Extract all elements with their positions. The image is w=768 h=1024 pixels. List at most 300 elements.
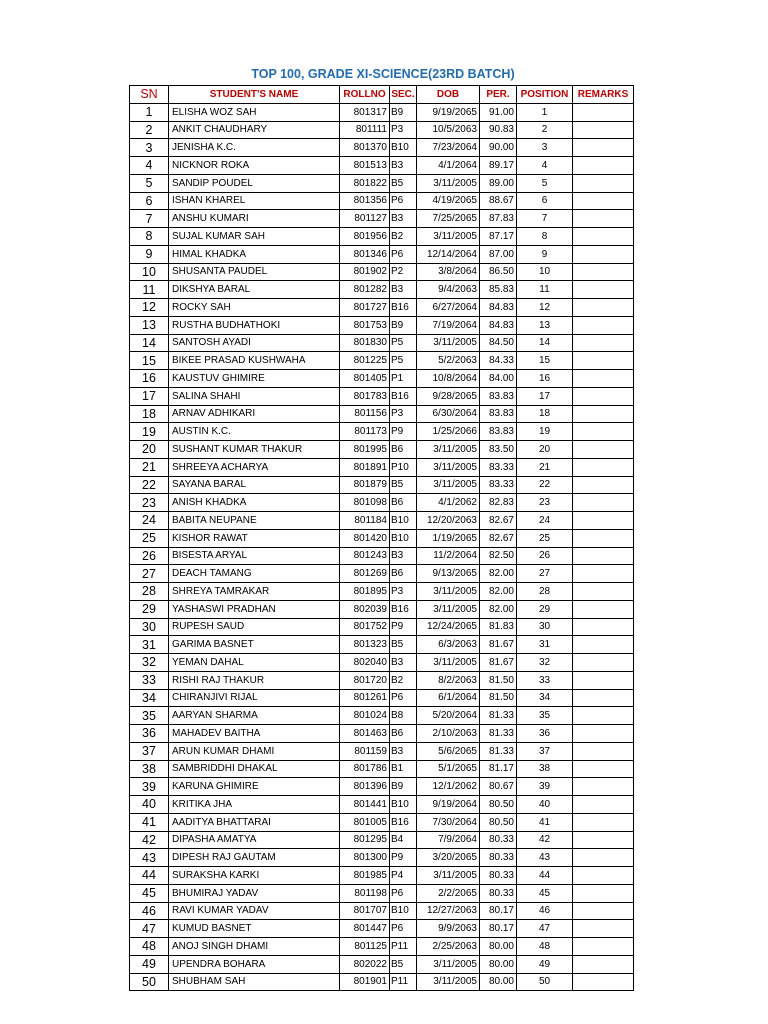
cell-sn: 24 <box>130 512 169 530</box>
cell-student-name: ANISH KHADKA <box>169 494 340 512</box>
cell-section: B6 <box>390 494 417 512</box>
cell-student-name: JENISHA K.C. <box>169 139 340 157</box>
cell-position: 44 <box>517 867 573 885</box>
cell-position: 43 <box>517 849 573 867</box>
cell-section: B5 <box>390 636 417 654</box>
cell-section: B10 <box>390 139 417 157</box>
cell-remarks <box>573 263 634 281</box>
cell-remarks <box>573 441 634 459</box>
cell-roll-no: 801098 <box>340 494 390 512</box>
cell-percentage: 82.67 <box>480 529 517 547</box>
table-row <box>130 742 634 760</box>
cell-position: 2 <box>517 121 573 139</box>
cell-sn: 43 <box>130 849 169 867</box>
cell-remarks <box>573 423 634 441</box>
cell-percentage: 89.00 <box>480 174 517 192</box>
cell-section: B3 <box>390 742 417 760</box>
cell-sn: 49 <box>130 955 169 973</box>
cell-remarks <box>573 796 634 814</box>
cell-roll-no: 801282 <box>340 281 390 299</box>
cell-dob: 3/11/2005 <box>417 973 480 991</box>
table-row <box>130 494 634 512</box>
cell-dob: 3/8/2064 <box>417 263 480 281</box>
cell-student-name: ANSHU KUMARI <box>169 210 340 228</box>
cell-sn: 2 <box>130 121 169 139</box>
cell-position: 19 <box>517 423 573 441</box>
cell-dob: 10/5/2063 <box>417 121 480 139</box>
cell-section: P3 <box>390 583 417 601</box>
cell-percentage: 82.67 <box>480 512 517 530</box>
table-row <box>130 121 634 139</box>
cell-percentage: 80.33 <box>480 831 517 849</box>
table-body <box>130 103 634 991</box>
table-row <box>130 547 634 565</box>
cell-roll-no: 801995 <box>340 441 390 459</box>
cell-section: B2 <box>390 671 417 689</box>
table-row <box>130 671 634 689</box>
cell-roll-no: 801024 <box>340 707 390 725</box>
cell-remarks <box>573 565 634 583</box>
cell-position: 1 <box>517 103 573 121</box>
cell-dob: 6/30/2064 <box>417 405 480 423</box>
table-row <box>130 725 634 743</box>
table-row <box>130 192 634 210</box>
cell-section: B6 <box>390 441 417 459</box>
cell-section: B3 <box>390 157 417 175</box>
cell-position: 11 <box>517 281 573 299</box>
cell-remarks <box>573 689 634 707</box>
cell-sn: 40 <box>130 796 169 814</box>
cell-position: 42 <box>517 831 573 849</box>
cell-section: B3 <box>390 654 417 672</box>
cell-section: P4 <box>390 867 417 885</box>
cell-remarks <box>573 512 634 530</box>
cell-dob: 5/1/2065 <box>417 760 480 778</box>
table-row <box>130 281 634 299</box>
cell-position: 31 <box>517 636 573 654</box>
cell-dob: 3/20/2065 <box>417 849 480 867</box>
cell-percentage: 84.50 <box>480 334 517 352</box>
table-row <box>130 778 634 796</box>
table-row <box>130 423 634 441</box>
cell-sn: 33 <box>130 671 169 689</box>
cell-position: 48 <box>517 938 573 956</box>
cell-dob: 12/24/2065 <box>417 618 480 636</box>
table-row <box>130 174 634 192</box>
cell-roll-no: 801879 <box>340 476 390 494</box>
cell-roll-no: 801300 <box>340 849 390 867</box>
cell-sn: 14 <box>130 334 169 352</box>
table-row <box>130 387 634 405</box>
cell-roll-no: 801111 <box>340 121 390 139</box>
cell-dob: 4/1/2064 <box>417 157 480 175</box>
cell-section: B5 <box>390 174 417 192</box>
cell-percentage: 80.00 <box>480 955 517 973</box>
table-row <box>130 458 634 476</box>
table-row <box>130 636 634 654</box>
cell-student-name: SHUBHAM SAH <box>169 973 340 991</box>
cell-student-name: RISHI RAJ THAKUR <box>169 671 340 689</box>
table-row <box>130 689 634 707</box>
cell-dob: 6/3/2063 <box>417 636 480 654</box>
cell-student-name: RAVI KUMAR YADAV <box>169 902 340 920</box>
cell-student-name: DEACH TAMANG <box>169 565 340 583</box>
cell-sn: 35 <box>130 707 169 725</box>
cell-roll-no: 801786 <box>340 760 390 778</box>
cell-dob: 4/19/2065 <box>417 192 480 210</box>
cell-percentage: 82.00 <box>480 583 517 601</box>
table-row <box>130 299 634 317</box>
cell-remarks <box>573 245 634 263</box>
cell-dob: 3/11/2005 <box>417 334 480 352</box>
cell-sn: 5 <box>130 174 169 192</box>
cell-percentage: 80.33 <box>480 867 517 885</box>
cell-position: 47 <box>517 920 573 938</box>
cell-roll-no: 801985 <box>340 867 390 885</box>
cell-percentage: 80.33 <box>480 849 517 867</box>
table-row <box>130 352 634 370</box>
cell-sn: 42 <box>130 831 169 849</box>
cell-section: B16 <box>390 813 417 831</box>
cell-position: 33 <box>517 671 573 689</box>
cell-student-name: BISESTA ARYAL <box>169 547 340 565</box>
cell-dob: 9/19/2064 <box>417 796 480 814</box>
cell-student-name: ROCKY SAH <box>169 299 340 317</box>
cell-position: 50 <box>517 973 573 991</box>
cell-remarks <box>573 955 634 973</box>
cell-percentage: 81.67 <box>480 636 517 654</box>
cell-roll-no: 801830 <box>340 334 390 352</box>
table-row <box>130 618 634 636</box>
cell-student-name: KAUSTUV GHIMIRE <box>169 370 340 388</box>
cell-sn: 32 <box>130 654 169 672</box>
cell-roll-no: 801753 <box>340 316 390 334</box>
table-row <box>130 263 634 281</box>
cell-position: 46 <box>517 902 573 920</box>
cell-dob: 5/2/2063 <box>417 352 480 370</box>
cell-roll-no: 801370 <box>340 139 390 157</box>
cell-position: 38 <box>517 760 573 778</box>
cell-position: 30 <box>517 618 573 636</box>
cell-section: P6 <box>390 884 417 902</box>
cell-position: 7 <box>517 210 573 228</box>
cell-percentage: 81.83 <box>480 618 517 636</box>
table-row <box>130 157 634 175</box>
table-row <box>130 405 634 423</box>
cell-remarks <box>573 742 634 760</box>
cell-position: 18 <box>517 405 573 423</box>
cell-dob: 6/1/2064 <box>417 689 480 707</box>
cell-student-name: SANDIP POUDEL <box>169 174 340 192</box>
cell-roll-no: 801752 <box>340 618 390 636</box>
cell-position: 3 <box>517 139 573 157</box>
cell-remarks <box>573 334 634 352</box>
cell-percentage: 81.50 <box>480 689 517 707</box>
cell-student-name: ARNAV ADHIKARI <box>169 405 340 423</box>
cell-roll-no: 801447 <box>340 920 390 938</box>
cell-section: B10 <box>390 796 417 814</box>
cell-dob: 9/19/2065 <box>417 103 480 121</box>
cell-sn: 41 <box>130 813 169 831</box>
header-row <box>130 86 634 104</box>
cell-student-name: SHREEYA ACHARYA <box>169 458 340 476</box>
cell-section: P10 <box>390 458 417 476</box>
cell-position: 17 <box>517 387 573 405</box>
cell-sn: 38 <box>130 760 169 778</box>
cell-student-name: YEMAN DAHAL <box>169 654 340 672</box>
cell-sn: 7 <box>130 210 169 228</box>
cell-section: P6 <box>390 245 417 263</box>
cell-section: B9 <box>390 103 417 121</box>
cell-position: 36 <box>517 725 573 743</box>
cell-percentage: 83.33 <box>480 458 517 476</box>
cell-sn: 28 <box>130 583 169 601</box>
cell-position: 8 <box>517 228 573 246</box>
cell-section: B16 <box>390 600 417 618</box>
cell-student-name: SALINA SHAHI <box>169 387 340 405</box>
cell-remarks <box>573 228 634 246</box>
cell-student-name: SUSHANT KUMAR THAKUR <box>169 441 340 459</box>
cell-dob: 11/2/2064 <box>417 547 480 565</box>
cell-remarks <box>573 849 634 867</box>
cell-sn: 34 <box>130 689 169 707</box>
cell-roll-no: 801902 <box>340 263 390 281</box>
cell-section: B9 <box>390 778 417 796</box>
cell-student-name: SHUSANTA PAUDEL <box>169 263 340 281</box>
cell-percentage: 81.33 <box>480 725 517 743</box>
cell-remarks <box>573 352 634 370</box>
cell-section: B2 <box>390 228 417 246</box>
cell-position: 25 <box>517 529 573 547</box>
cell-student-name: YASHASWI PRADHAN <box>169 600 340 618</box>
cell-position: 10 <box>517 263 573 281</box>
cell-roll-no: 801317 <box>340 103 390 121</box>
cell-dob: 3/11/2005 <box>417 654 480 672</box>
cell-dob: 3/11/2005 <box>417 600 480 618</box>
cell-position: 26 <box>517 547 573 565</box>
cell-dob: 10/8/2064 <box>417 370 480 388</box>
cell-percentage: 87.00 <box>480 245 517 263</box>
cell-position: 6 <box>517 192 573 210</box>
cell-dob: 8/2/2063 <box>417 671 480 689</box>
cell-sn: 25 <box>130 529 169 547</box>
table-row <box>130 600 634 618</box>
cell-student-name: DIPESH RAJ GAUTAM <box>169 849 340 867</box>
cell-percentage: 91.00 <box>480 103 517 121</box>
cell-dob: 2/2/2065 <box>417 884 480 902</box>
cell-roll-no: 801156 <box>340 405 390 423</box>
cell-remarks <box>573 494 634 512</box>
cell-sn: 3 <box>130 139 169 157</box>
cell-dob: 3/11/2005 <box>417 458 480 476</box>
cell-section: B8 <box>390 707 417 725</box>
cell-percentage: 80.17 <box>480 920 517 938</box>
cell-percentage: 80.50 <box>480 813 517 831</box>
cell-student-name: KUMUD BASNET <box>169 920 340 938</box>
cell-student-name: SURAKSHA KARKI <box>169 867 340 885</box>
cell-dob: 3/11/2005 <box>417 174 480 192</box>
cell-section: P6 <box>390 920 417 938</box>
col-header-roll: ROLLNO <box>340 86 390 104</box>
cell-percentage: 90.00 <box>480 139 517 157</box>
cell-position: 24 <box>517 512 573 530</box>
cell-remarks <box>573 281 634 299</box>
cell-dob: 12/27/2063 <box>417 902 480 920</box>
cell-sn: 17 <box>130 387 169 405</box>
cell-remarks <box>573 813 634 831</box>
cell-roll-no: 801346 <box>340 245 390 263</box>
cell-remarks <box>573 725 634 743</box>
cell-roll-no: 801159 <box>340 742 390 760</box>
cell-sn: 31 <box>130 636 169 654</box>
cell-percentage: 85.83 <box>480 281 517 299</box>
cell-section: P5 <box>390 352 417 370</box>
cell-student-name: GARIMA BASNET <box>169 636 340 654</box>
cell-dob: 3/11/2005 <box>417 867 480 885</box>
cell-student-name: SUJAL KUMAR SAH <box>169 228 340 246</box>
cell-section: P1 <box>390 370 417 388</box>
cell-student-name: DIKSHYA BARAL <box>169 281 340 299</box>
col-header-per: PER. <box>480 86 517 104</box>
table-row <box>130 370 634 388</box>
cell-position: 9 <box>517 245 573 263</box>
cell-sn: 19 <box>130 423 169 441</box>
page-title: TOP 100, GRADE XI-SCIENCE(23RD BATCH) <box>251 67 515 81</box>
cell-section: P9 <box>390 849 417 867</box>
cell-sn: 47 <box>130 920 169 938</box>
cell-remarks <box>573 902 634 920</box>
cell-remarks <box>573 778 634 796</box>
cell-roll-no: 802039 <box>340 600 390 618</box>
cell-dob: 5/6/2065 <box>417 742 480 760</box>
col-header-dob: DOB <box>417 86 480 104</box>
cell-section: B10 <box>390 512 417 530</box>
cell-sn: 18 <box>130 405 169 423</box>
cell-remarks <box>573 707 634 725</box>
cell-position: 40 <box>517 796 573 814</box>
cell-percentage: 80.33 <box>480 884 517 902</box>
cell-roll-no: 801243 <box>340 547 390 565</box>
cell-dob: 3/11/2005 <box>417 441 480 459</box>
cell-position: 21 <box>517 458 573 476</box>
cell-remarks <box>573 299 634 317</box>
cell-sn: 16 <box>130 370 169 388</box>
cell-roll-no: 801513 <box>340 157 390 175</box>
cell-dob: 3/11/2005 <box>417 228 480 246</box>
cell-sn: 39 <box>130 778 169 796</box>
col-header-sec: SEC. <box>390 86 417 104</box>
cell-student-name: HIMAL KHADKA <box>169 245 340 263</box>
cell-sn: 27 <box>130 565 169 583</box>
cell-sn: 4 <box>130 157 169 175</box>
cell-dob: 9/28/2065 <box>417 387 480 405</box>
cell-roll-no: 801261 <box>340 689 390 707</box>
table-row <box>130 973 634 991</box>
cell-position: 22 <box>517 476 573 494</box>
cell-section: P6 <box>390 689 417 707</box>
cell-remarks <box>573 884 634 902</box>
cell-student-name: ISHAN KHAREL <box>169 192 340 210</box>
cell-position: 37 <box>517 742 573 760</box>
cell-dob: 1/19/2065 <box>417 529 480 547</box>
cell-roll-no: 801463 <box>340 725 390 743</box>
cell-student-name: ARUN KUMAR DHAMI <box>169 742 340 760</box>
cell-dob: 9/9/2063 <box>417 920 480 938</box>
cell-percentage: 84.83 <box>480 299 517 317</box>
cell-sn: 26 <box>130 547 169 565</box>
cell-remarks <box>573 654 634 672</box>
cell-sn: 21 <box>130 458 169 476</box>
col-header-name: STUDENT'S NAME <box>169 86 340 104</box>
cell-percentage: 82.00 <box>480 600 517 618</box>
cell-roll-no: 801396 <box>340 778 390 796</box>
cell-position: 23 <box>517 494 573 512</box>
cell-position: 13 <box>517 316 573 334</box>
cell-dob: 7/19/2064 <box>417 316 480 334</box>
cell-roll-no: 801405 <box>340 370 390 388</box>
cell-dob: 4/1/2062 <box>417 494 480 512</box>
cell-percentage: 83.83 <box>480 423 517 441</box>
cell-roll-no: 801184 <box>340 512 390 530</box>
cell-roll-no: 801127 <box>340 210 390 228</box>
cell-position: 15 <box>517 352 573 370</box>
cell-percentage: 80.50 <box>480 796 517 814</box>
cell-section: P9 <box>390 618 417 636</box>
cell-sn: 46 <box>130 902 169 920</box>
results-table <box>129 85 634 991</box>
cell-dob: 7/25/2065 <box>417 210 480 228</box>
cell-position: 41 <box>517 813 573 831</box>
cell-percentage: 81.33 <box>480 742 517 760</box>
cell-sn: 45 <box>130 884 169 902</box>
table-row <box>130 955 634 973</box>
cell-section: P3 <box>390 121 417 139</box>
cell-sn: 12 <box>130 299 169 317</box>
cell-dob: 9/4/2063 <box>417 281 480 299</box>
cell-remarks <box>573 867 634 885</box>
table-row <box>130 867 634 885</box>
table-row <box>130 796 634 814</box>
col-header-remarks: REMARKS <box>573 86 634 104</box>
cell-section: P11 <box>390 973 417 991</box>
cell-roll-no: 801225 <box>340 352 390 370</box>
cell-roll-no: 801173 <box>340 423 390 441</box>
cell-sn: 29 <box>130 600 169 618</box>
cell-roll-no: 801720 <box>340 671 390 689</box>
cell-section: P5 <box>390 334 417 352</box>
cell-roll-no: 801356 <box>340 192 390 210</box>
table-row <box>130 476 634 494</box>
cell-student-name: MAHADEV BAITHA <box>169 725 340 743</box>
cell-remarks <box>573 174 634 192</box>
cell-position: 35 <box>517 707 573 725</box>
cell-student-name: CHIRANJIVI RIJAL <box>169 689 340 707</box>
cell-percentage: 82.00 <box>480 565 517 583</box>
cell-student-name: KARUNA GHIMIRE <box>169 778 340 796</box>
cell-student-name: KISHOR RAWAT <box>169 529 340 547</box>
cell-roll-no: 801891 <box>340 458 390 476</box>
cell-sn: 1 <box>130 103 169 121</box>
cell-remarks <box>573 370 634 388</box>
cell-student-name: RUSTHA BUDHATHOKI <box>169 316 340 334</box>
cell-percentage: 84.00 <box>480 370 517 388</box>
cell-remarks <box>573 405 634 423</box>
cell-position: 27 <box>517 565 573 583</box>
cell-sn: 37 <box>130 742 169 760</box>
cell-sn: 20 <box>130 441 169 459</box>
cell-percentage: 83.33 <box>480 476 517 494</box>
cell-position: 12 <box>517 299 573 317</box>
